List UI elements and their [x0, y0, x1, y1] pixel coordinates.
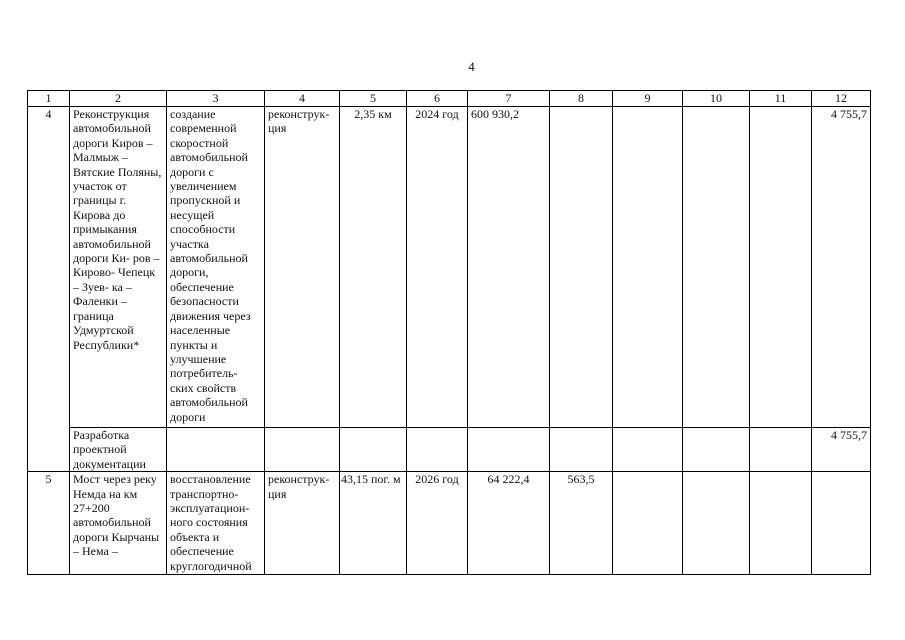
value-cell — [613, 428, 683, 472]
table-header-row — [28, 91, 871, 107]
value-cell: 4 755,7 — [812, 428, 871, 472]
table-row — [28, 107, 871, 428]
row-number-cell: 5 — [28, 472, 70, 575]
value-cell: 563,5 — [550, 472, 613, 575]
capacity-cell — [340, 428, 407, 472]
header-cell: 12 — [812, 91, 871, 107]
value-cell — [613, 472, 683, 575]
data-table — [27, 90, 871, 575]
work-type-cell: реконструк- ция — [265, 107, 340, 428]
value-cell — [750, 428, 812, 472]
purpose-cell: создание современной скоростной автомобильной дороги с увеличением пропускной и несущей способности участка автомобильной дороги, обеспечение безопасности движения через населенные пункты и улучшение потребитель- ских свойств автомобильной дороги — [167, 107, 265, 428]
value-cell: 4 755,7 — [812, 107, 871, 428]
object-name-cell: Реконструкция автомобильной дороги Киров – Малмыж – Вятские Поляны, участок от границы г. Кирова до примыкания автомобильной дороги Ки- ров – Кирово- Чепецк – Зуев- ка – Фаленки – граница Удмуртской Республики* — [70, 107, 167, 428]
cost-cell — [468, 428, 550, 472]
capacity-cell: 43,15 пог. м — [340, 472, 407, 575]
page-number: 4 — [468, 59, 475, 74]
header-cell: 6 — [407, 91, 468, 107]
header-cell: 7 — [468, 91, 550, 107]
header-cell: 10 — [683, 91, 750, 107]
value-cell — [550, 107, 613, 428]
value-cell — [613, 107, 683, 428]
header-cell: 1 — [28, 91, 70, 107]
year-cell: 2024 год — [407, 107, 468, 428]
header-cell: 8 — [550, 91, 613, 107]
year-cell: 2026 год — [407, 472, 468, 575]
value-cell — [683, 107, 750, 428]
header-cell: 5 — [340, 91, 407, 107]
purpose-cell: восстановление транспортно- эксплуатацион- ного состояния объекта и обеспечение круглогодичной — [167, 472, 265, 575]
cost-cell: 64 222,4 — [468, 472, 550, 575]
object-name-cell: Разработка проектной документации — [70, 428, 167, 472]
cost-cell: 600 930,2 — [468, 107, 550, 428]
purpose-cell — [167, 428, 265, 472]
header-cell: 9 — [613, 91, 683, 107]
capacity-cell: 2,35 км — [340, 107, 407, 428]
year-cell — [407, 428, 468, 472]
value-cell — [683, 472, 750, 575]
object-name-cell: Мост через реку Немда на км 27+200 автомобильной дороги Кырчаны – Нема – — [70, 472, 167, 575]
header-cell: 3 — [167, 91, 265, 107]
row-number-cell: 4 — [28, 107, 70, 472]
work-type-cell — [265, 428, 340, 472]
value-cell — [750, 107, 812, 428]
value-cell — [750, 472, 812, 575]
value-cell — [812, 472, 871, 575]
table-row — [28, 472, 871, 575]
header-cell: 4 — [265, 91, 340, 107]
work-type-cell: реконструк- ция — [265, 472, 340, 575]
value-cell — [550, 428, 613, 472]
header-cell: 11 — [750, 91, 812, 107]
table-row — [28, 428, 871, 472]
value-cell — [683, 428, 750, 472]
header-cell: 2 — [70, 91, 167, 107]
